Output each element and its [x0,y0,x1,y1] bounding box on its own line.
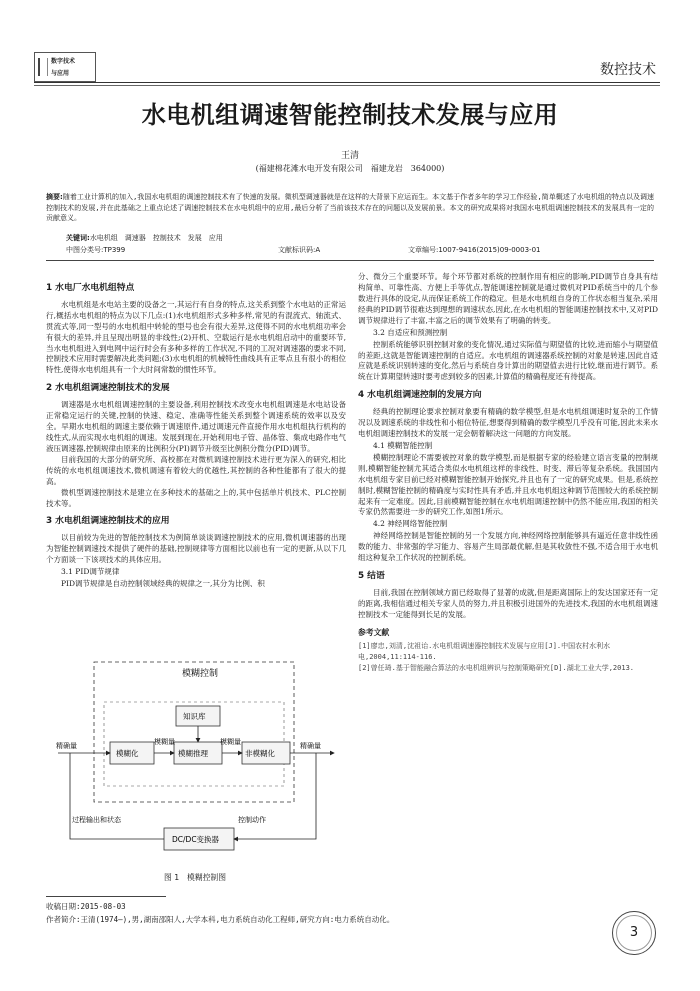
section-1-title: 1 水电厂水电机组特点 [46,283,135,293]
section-3-title: 3 水电机组调速控制技术的应用 [46,516,170,527]
footnote-rule [46,896,166,897]
right-column [358,272,658,673]
article-author: 王清 [340,151,359,161]
page-number-badge [612,911,656,955]
article-affiliation: (福建棉花滩水电开发有限公司 福建龙岩 364000) [255,164,445,173]
fuzzy-control-figure [54,658,336,882]
label-converter: DC/DC变换器 [172,835,220,844]
logo-line2: 与应用 [51,70,70,77]
abstract-separator [46,260,654,261]
page-number: 3 [629,925,639,940]
abstract [46,192,654,224]
section-2-paragraph-2: 目前我国的大部分的研究所、高校都在对微机调速控制技术进行更为深入的研究,相比传统的水电机组调速技术,微机调速有着较大的优越性,其控制的各种性能都有了很大的提高。 [46,454,346,486]
abstract-label: 摘要: [46,193,63,201]
section-3-2-title: 3.2 自适应和预测控制 [373,327,448,337]
label-fuzzy-qty-1: 模糊量 [154,738,175,746]
section-1-paragraph: 水电机组是水电站主要的设备之一,其运行有自身的特点,这关系到整个水电站的正常运行,概括水电机组的特点为以下几点:(1)水电机组形式多种多样,常见的有混流式、轴流式、贯流式等,同一型号的水电机组中转轮的型号也会有很大差异,这使得不同的水电机组功率会有很大的差异,并且呈现出明显的非线性;(2)开机、空载运行是水电机组启动中的重要环节,当水电机组进入到电网中运行时会有多种多样的工作状况,不同的工况对调速器的要求不同,控制技术应用时需要解决此类问题;(3)水电机组的机械特性曲线具有正零点且有很小的相位特性,使得水电机组具有一个大时间常数的惯性环节。 [46,299,346,375]
references-title: 参考文献 [358,627,390,637]
label-fuzzify: 模糊化 [116,749,139,758]
keywords [66,233,223,243]
arrow-feedback [70,753,164,839]
class-number: 中图分类号:TP399 [66,246,126,254]
article-title: 水电机组调速智能控制技术发展与应用 [141,101,559,129]
section-2-paragraph-3: 微机型调速控制技术是建立在多种技术的基础之上的,其中包括单片机技术、PLC控制技术等。 [46,487,346,508]
document-code: 文献标识码:A [278,246,321,254]
keywords-text: 水电机组 调速器 控制技术 发展 应用 [89,234,223,242]
section-3-1-paragraph: 分、微分三个重要环节。每个环节都对系统的控制作用有相应的影响,PID调节自身具有结构简单、可靠性高、方便上手等优点,智能调速控制就是通过微机对PID系统当中的几个参数进行具体的设定,从而保证系统工作的稳定。但是水电机组自身的工作状态相当复杂,采用经典的PID调节很难达到理想的调速状态,因此,在水电机组的智能调速控制技术中,又对PID调节规律进行了丰富,丰富之后的调节效果有了明确的转变。 [358,272,658,325]
label-precise-out: 精确量 [300,742,321,750]
figure-caption: 图 1 模糊控制图 [163,873,227,882]
logo-line1: 数字技术 [51,58,76,65]
header-rule-thin [34,85,660,86]
reference-2: [2]曾任琦.基于智能融合算法的水电机组辨识与控制策略研究[D].湖北工业大学,2013. [358,663,635,672]
section-2-paragraph-1: 调速器是水电机组调速控制的主要设备,利用控制技术改变水电机组调速是水电站设备正常稳定运行的关键,控制的快速、稳定、准确等性能关系到整个调速系统的效率以及安全。早期水电机组的调速主要依赖于调速原件,通过调速元件直接作用水电机组执行机构的线性式,从而实现水电机组的调速。发展到现在,开始利用电子管、晶体管、集成电路作电气液压调速器,控制规律由原来的比例积分(PI)调节升级至比例积分微分(PID)调节。 [46,400,346,453]
label-fuzzy-reasoning: 模糊推理 [178,749,208,758]
author-bio: 作者简介:王清(1974—),男,湖南邵阳人,大学本科,电力系统自动化工程师,研究方向:电力系统自动化。 [46,915,395,924]
keywords-label: 关键词: [66,234,90,242]
section-4-2-title: 4.2 神经网络智能控制 [373,519,448,529]
label-precise-in: 精确量 [56,742,77,750]
label-process-io: 过程输出和状态 [72,816,121,824]
article-number: 文章编号:1007-9416(2015)09-0003-01 [408,246,541,254]
journal-logo [34,52,96,82]
section-4-paragraph: 经典的控制理论要求控制对象要有精确的数学模型,但是水电机组调速时复杂的工作情况以及调速系统的非线性和小相位特征,想要得到精确的数学模型几乎没有可能,因此未来水电机组调速控制技术的发展一定会朝着解决这一问题的方向发展。 [358,407,658,438]
section-3-1-title: 3.1 PID调节规律 [61,567,120,576]
header-rule [34,82,660,83]
section-5-paragraph: 目前,我国在控制领域方面已经取得了显著的成就,但是距离国际上的发达国家还有一定的距离,我相信通过相关专家人员的努力,并且积极引进国外的先进技术,我国的水电机组调速控制技术一定能得到长足的发展。 [358,587,658,619]
label-fuzzy-qty-2: 模糊量 [220,738,241,746]
left-column [46,272,346,590]
abstract-text: 随着工业计算机的加入,我国水电机组的调速控制技术有了快速的发展。微机型调速器就是在这样的大背景下应运而生。本文基于作者多年的学习工作经验,简单概述了水电机组的特点以及调速控制技术的发展,并在此基础之上重点论述了调速控制技术在水电机组中的应用,最后分析了当前该技术存在的问题以及发展前景。本文的研究成果将对我国水电机组调速控制技术的发展具有一定的贡献意义。 [46,193,654,222]
section-3-2-paragraph: 控制系统能够识别控制对象的变化情况,通过实际值与期望值的比较,进而缩小与期望值的差距,这就是智能调速控制的自适应。水电机组的调速器系统控制的对象是转速,因此自适应就是系统识别转速的变化,然后与系统自身计算出的期望值去进行比较,继而进行调节。系统在计算期望转速时要考虑到较多的因素,计算值的精确程度还有待提高。 [358,339,658,382]
reference-1: [1]廖忠,刘清,沈祖诒.水电机组调速器控制技术发展与应用[J].中国农村水利水电,2004,11:114-116. [358,641,611,661]
journal-section: 数控技术 [600,62,656,78]
label-knowledge-base: 知识库 [183,712,206,721]
section-4-2-paragraph: 神经网络控制是智能控制的另一个发展方向,神经网络控制能够具有逼近任意非线性函数的能力、非常强的学习能力、容易产生局部最优解,但是其收敛性不强,不适合用于水电机组这种复杂工作状况的控制系统。 [358,531,658,563]
section-2-title: 2 水电机组调速控制技术的发展 [46,383,170,394]
logo-mark-icon [38,58,48,76]
fuzzy-control-diagram [54,658,336,870]
section-4-1-paragraph: 模糊控制理论不需要被控对象的数学模型,而是根据专家的经验建立语言变量的控制规则,模糊智能控制尤其适合类似水电机组这样的非线性、时变、滞后等复杂系统。我国国内水电机组专家目前已经对模糊智能控制开始探究,并且也有了一定的研究成果。但是,系统控制时,模糊智能控制的精确度与实时性具有矛盾,并且水电机组这种调节范围较大的系统控制起来有一定难度。因此,目前模糊智能控制在水电机组调速控制中仍然不能应用,我国的相关专家仍然需要进一步的研究工作,如图1所示。 [358,452,658,517]
section-3-1-paragraph-start: PID调节规律是自动控制领域经典的规律之一,其分为比例、积 [61,578,265,588]
section-4-title: 4 水电机组调速控制的发展方向 [358,390,482,401]
arrow-control-action [234,753,316,839]
label-control-action: 控制动作 [238,816,266,824]
received-date: 收稿日期:2015-08-03 [46,902,126,911]
label-fuzzy-control: 模糊控制 [182,669,219,679]
section-4-1-title: 4.1 模糊智能控制 [373,440,433,450]
label-defuzzify: 非模糊化 [245,749,275,758]
section-5-title: 5 结语 [358,571,385,582]
fuzzy-control-frame [94,662,294,802]
section-3-paragraph: 以目前较为先进的智能控制技术为例简单谈谈调速控制技术的应用,微机调速器的出现为智能控制调速技术提供了硬件的基础,控制规律等方面相比以前也有一定的更新,从以下几个方面谈一下该项技术的具体应用。 [46,533,346,565]
